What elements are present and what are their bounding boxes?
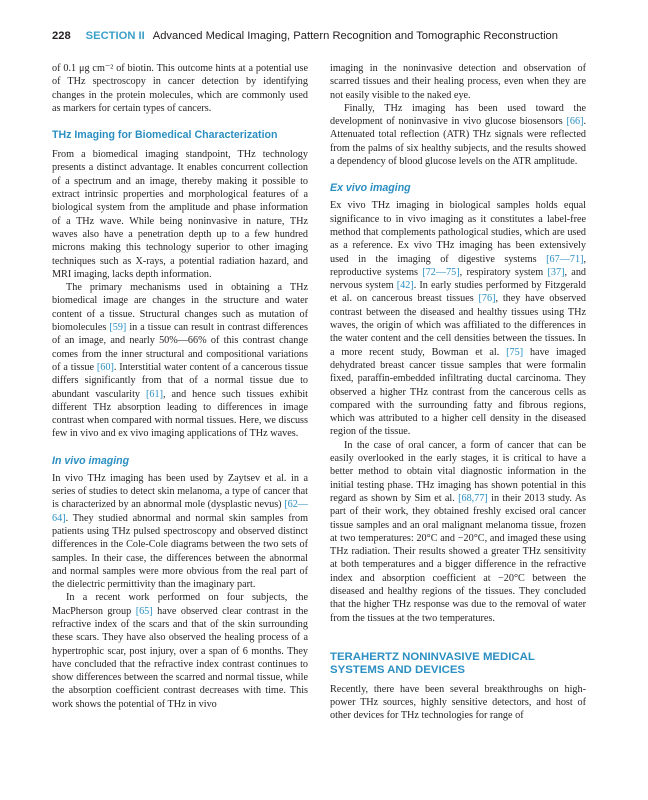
left-column bbox=[52, 62, 308, 711]
major-section-heading: TERAHERTZ NONINVASIVE MEDICAL SYSTEMS AND DEVICES bbox=[330, 650, 535, 677]
paragraph: of 0.1 μg cm⁻² of biotin. This outcome hints at a potential use of THz spectroscopy in cancer detection by identifying changes in the protein molecules, which are commonly used as markers for certain types of cancers. bbox=[52, 63, 308, 114]
paragraph: In the case of oral cancer, a form of cancer that can be easily overlooked in the early stages, it is critical to have a better method to obtain vital diagnostic information in the initial testing phase. THz imaging has shown potential in this regard as shown by Sim et al. [68,77] in their 2013 study. As part of their work, they obtained freshly excised oral cancer tissue samples and an oral malignant melanoma tissue, frozen at two temperatures: 20°C and −20°C, and imaged these using THz radiation. Their results showed a greater THz sensitivity at both temperatures and a bigger difference in the refractive index and absorption coefficient at −20°C between the diseased and healthy regions of the tissues. They concluded that the higher THz response was due to the removal of water from the tissues at the two temperatures. bbox=[330, 439, 587, 624]
section-label: SECTION II bbox=[85, 30, 145, 42]
paragraph: Finally, THz imaging has been used toward the development of noninvasive in vivo glucose biosensors [66]. Attenuated total reflection (ATR) THz signals were reflected from the palms of six healthy subjects, and the results showed a dependency of blood glucose levels on the ATR amplitude. bbox=[330, 102, 587, 168]
citation-link[interactable]: [60] bbox=[96, 361, 114, 373]
paragraph: imaging in the noninvasive detection and observation of scarred tissues and their healing process, even when they are not easily visible to the naked eye. bbox=[330, 63, 586, 101]
citation-link[interactable]: [68,77] bbox=[458, 492, 488, 504]
citation-link[interactable]: [65] bbox=[135, 605, 153, 617]
page-number: 228 bbox=[52, 30, 71, 42]
right-column bbox=[330, 62, 586, 723]
paragraph: In a recent work performed on four subjects, the MacPherson group [65] have observed clear contrast in the refractive index of the scars and that of the skin surrounding these scars. They have also observed the healing process of a hypertrophic scar, post injury, over a span of 6 months. They have concluded that the refractive index contrast continues to show differences between the scarred and normal tissue, while the absorption coefficient contrast decreases with time. This work shows the potential of THz in vivo bbox=[52, 592, 309, 710]
paragraph: Ex vivo THz imaging in biological samples holds equal significance to in vivo imaging as it constitutes a label-free method that complements pathological studies, which are used as a reference. Ex vivo THz imaging has been extensively used in the imaging of digestive systems [67—71], reproductive systems [72—75], respiratory system [37], and nervous system [42]. In early studies performed by Fitzgerald et al. on cancerous breast tissues [76], they have observed contrast between the diseased and healthy tissues using THz waves, the origin of which was affiliated to the differences in the water content and the cell densities between the tissues. In a more recent study, Bowman et al. [75] have imaged dehydrated breast cancer tissue samples that were formalin fixed, paraffin-embedded infiltrating ductal carcinoma. They observed a higher THz contrast from the cancerous cells as compared with the surrounding fatty and fibrous regions, which was attributed to a higher cell density in the diseased region of the tissue. bbox=[330, 200, 587, 438]
citation-link[interactable]: [62—64] bbox=[52, 499, 308, 524]
citation-link[interactable]: [61] bbox=[146, 388, 163, 400]
citation-link[interactable]: [37] bbox=[547, 266, 565, 278]
citation-link[interactable]: [59] bbox=[109, 322, 127, 334]
paragraph: Recently, there have been several breakthroughs on high-power THz sources, highly sensitive detectors, and host of other devices for THz technologies for range of bbox=[330, 683, 586, 722]
paragraph: From a biomedical imaging standpoint, THz technology presents a distinct advantage. It enables concurrent collection of a spectrum and an image, thereby making it possible to extract intrinsic properties and morphological features of a biological system from the amplitude and phase information of a THz wave. While being noninvasive in nature, THz waves also have a penetration depth up to a few hundred microns making this technology superior to other imaging techniques such as X-rays, a potential radiation hazard, and MRI imaging, lacks depth information. bbox=[52, 149, 308, 280]
citation-link[interactable]: [72—75] bbox=[422, 266, 460, 278]
citation-link[interactable]: [66] bbox=[566, 116, 584, 128]
running-header bbox=[52, 29, 597, 43]
citation-link[interactable]: [42] bbox=[396, 280, 414, 292]
citation-link[interactable]: [75] bbox=[506, 346, 524, 358]
citation-link[interactable]: [76] bbox=[478, 293, 496, 305]
paragraph: In vivo THz imaging has been used by Zaytsev et al. in a series of studies to detect skin melanoma, a type of cancer that is characterized by an abnormal mole (dysplastic nevus) [62—64]. They studied abnormal and normal skin samples from patients using THz pulsed spectroscopy and observed distinct differences in the Cole-Cole diagrams between the two sets of samples. In their case, the differences between the abnormal and normal samples were more obvious from the real part of the dielectric permittivity than the imaginary part. bbox=[52, 472, 308, 591]
book-title: Advanced Medical Imaging, Pattern Recognition and Tomographic Reconstruction bbox=[152, 30, 558, 42]
section-heading-biomedical: THz Imaging for Biomedical Characterization bbox=[52, 129, 278, 142]
citation-link[interactable]: [67—71] bbox=[546, 253, 584, 265]
paragraph: The primary mechanisms used in obtaining a THz biomedical image are changes in the structure and water content of a tissue. Structural changes such as mutation of biomolecules [59] in a tissue can result in contrast differences of an image, and nearly 50%—66% of this contrast change comes from the inner structural and compositional variations of a tissue [60]. Interstitial water content of a cancerous tissue differs significantly from that of a normal tissue due to abundant vascularity [61], and hence such tissues exhibit different THz absorption leading to differences in image contrast when compared with normal tissues. Here, we discuss few in vivo and ex vivo imaging applications of THz waves. bbox=[52, 282, 309, 440]
subsection-heading-ex-vivo: Ex vivo imaging bbox=[330, 182, 411, 195]
subsection-heading-in-vivo: In vivo imaging bbox=[52, 454, 130, 467]
